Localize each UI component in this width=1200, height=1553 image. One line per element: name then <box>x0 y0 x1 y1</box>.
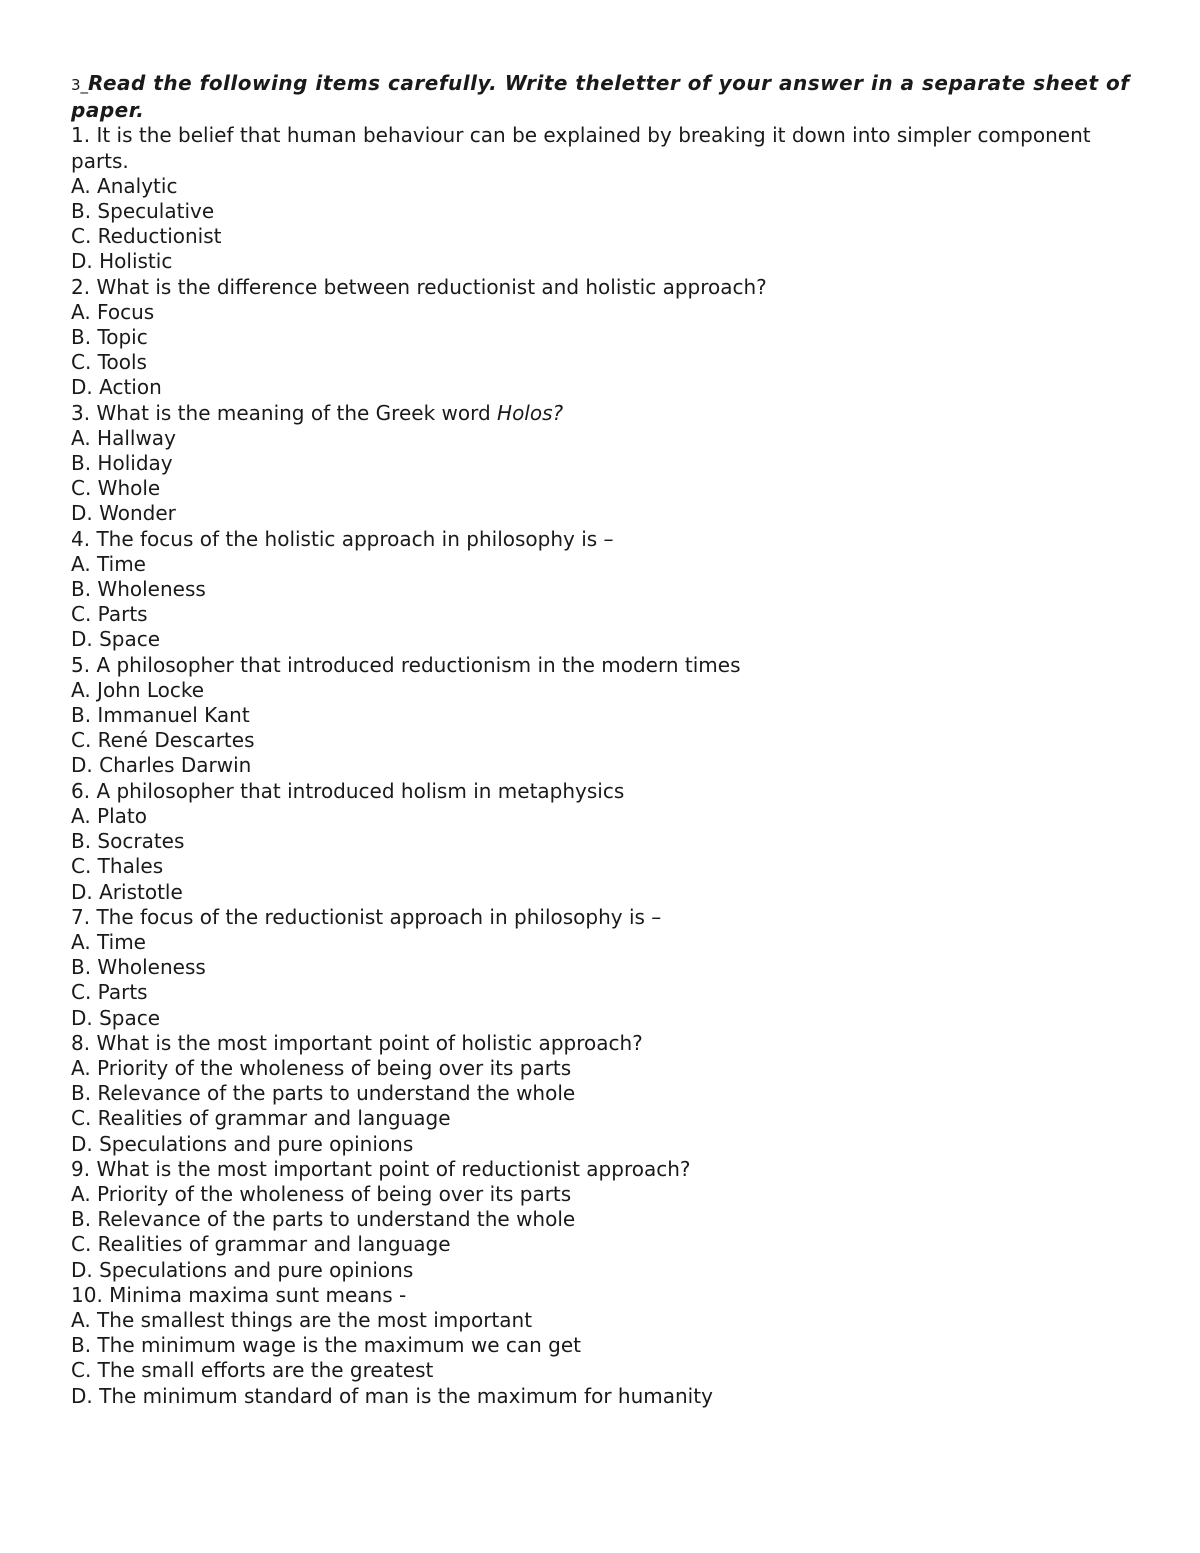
answer-option: C. Reductionist <box>71 224 222 249</box>
question-stem: 8. What is the most important point of holistic approach? <box>71 1030 643 1055</box>
question-stem-text: 3. What is the meaning of the Greek word <box>71 400 498 425</box>
answer-option: C. Thales <box>71 854 164 879</box>
question-block <box>71 905 1141 1031</box>
greek-word: Holos? <box>497 400 564 425</box>
answer-option: A. Analytic <box>71 173 178 198</box>
document-page <box>71 71 1141 1409</box>
answer-option: C. Realities of grammar and language <box>71 1106 451 1131</box>
answer-option: A. Plato <box>71 803 147 828</box>
question-stem: 10. Minima maxima sunt means - <box>71 1282 407 1307</box>
answer-option: D. Speculations and pure opinions <box>71 1257 414 1282</box>
answer-option: D. Action <box>71 375 162 400</box>
question-stem: 2. What is the difference between reductionist and holistic approach? <box>71 274 767 299</box>
answer-option: A. Hallway <box>71 425 176 450</box>
question-block <box>71 1031 1141 1157</box>
answer-option: C. Realities of grammar and language <box>71 1232 451 1257</box>
answer-option: D. Space <box>71 627 161 652</box>
answer-option: C. Tools <box>71 350 147 375</box>
answer-option: A. Time <box>71 551 146 576</box>
answer-option: B. Holiday <box>71 451 173 476</box>
answer-option: D. Charles Darwin <box>71 753 252 778</box>
question-stem: 7. The focus of the reductionist approach in philosophy is – <box>71 904 662 929</box>
answer-option: B. Topic <box>71 325 148 350</box>
answer-option: B. Relevance of the parts to understand the whole <box>71 1207 576 1232</box>
question-stem: 1. It is the belief that human behaviour can be explained by breaking it down into simpler component parts. <box>71 123 1091 173</box>
question-stem <box>71 401 1141 426</box>
answer-option: A. John Locke <box>71 677 205 702</box>
answer-option: B. Wholeness <box>71 955 206 980</box>
answer-option: D. Speculations and pure opinions <box>71 1131 414 1156</box>
question-block <box>71 123 1141 274</box>
instructions-text: Read the following items carefully. Write theletter of your answer in a separate sheet of paper. <box>71 71 1130 123</box>
answer-option: A. Time <box>71 929 146 954</box>
answer-option: D. The minimum standard of man is the maximum for humanity <box>71 1383 713 1408</box>
answer-option: C. Parts <box>71 602 148 627</box>
question-stem: 6. A philosopher that introduced holism in metaphysics <box>71 778 625 803</box>
answer-option: B. Socrates <box>71 829 185 854</box>
answer-option: B. Relevance of the parts to understand the whole <box>71 1081 576 1106</box>
question-stem: 9. What is the most important point of reductionist approach? <box>71 1156 691 1181</box>
answer-option: A. Focus <box>71 299 155 324</box>
instructions <box>71 71 1141 123</box>
answer-option: B. Wholeness <box>71 577 206 602</box>
answer-option: D. Space <box>71 1005 161 1030</box>
question-block <box>71 527 1141 653</box>
answer-option: A. The smallest things are the most important <box>71 1307 533 1332</box>
question-block <box>71 1283 1141 1409</box>
answer-option: C. Parts <box>71 980 148 1005</box>
answer-option: C. René Descartes <box>71 728 255 753</box>
question-block <box>71 275 1141 401</box>
question-stem: 5. A philosopher that introduced reductionism in the modern times <box>71 652 741 677</box>
answer-option: D. Holistic <box>71 249 173 274</box>
answer-option: A. Priority of the wholeness of being over its parts <box>71 1181 572 1206</box>
question-block <box>71 1157 1141 1283</box>
answer-option: C. Whole <box>71 476 161 501</box>
answer-option: D. Aristotle <box>71 879 183 904</box>
answer-option: B. Speculative <box>71 199 215 224</box>
answer-option: D. Wonder <box>71 501 176 526</box>
question-block <box>71 401 1141 527</box>
answer-option: C. The small efforts are the greatest <box>71 1358 434 1383</box>
answer-option: B. The minimum wage is the maximum we can get <box>71 1333 582 1358</box>
instructions-prefix: 3_ <box>71 76 89 94</box>
question-block <box>71 779 1141 905</box>
answer-option: A. Priority of the wholeness of being over its parts <box>71 1055 572 1080</box>
question-stem: 4. The focus of the holistic approach in philosophy is – <box>71 526 614 551</box>
question-block <box>71 653 1141 779</box>
answer-option: B. Immanuel Kant <box>71 703 250 728</box>
